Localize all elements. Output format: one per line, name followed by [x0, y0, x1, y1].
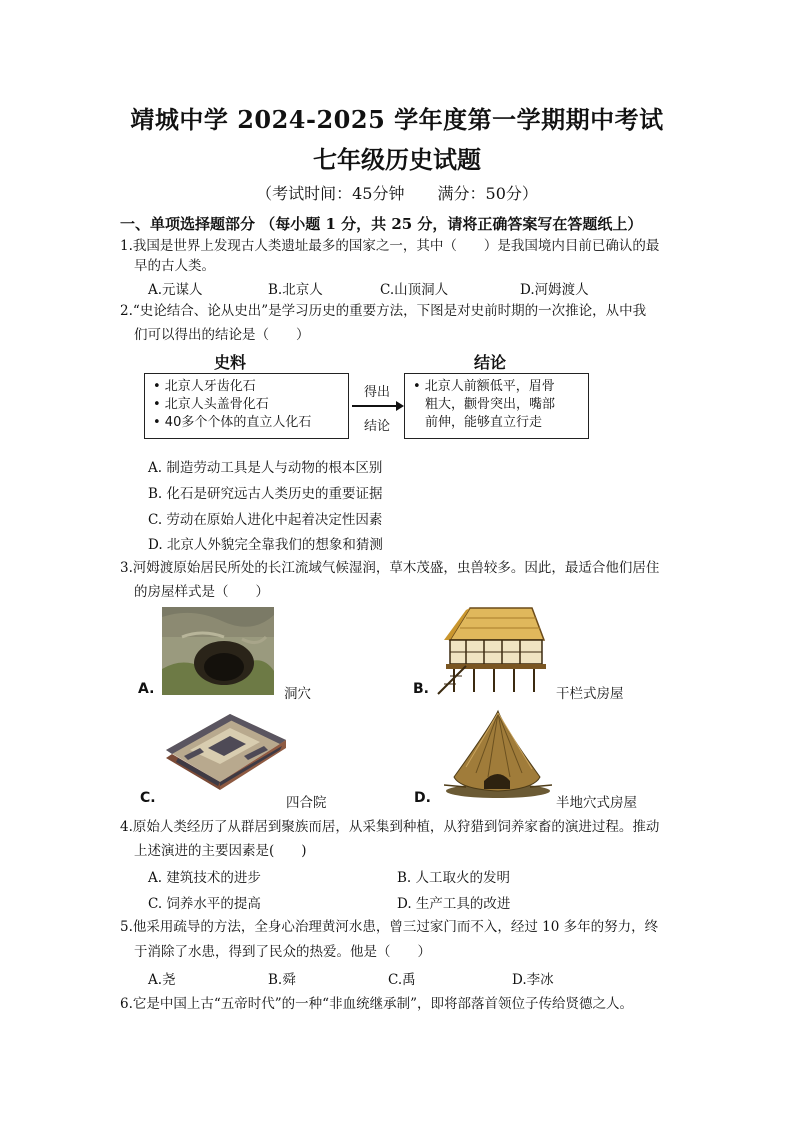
q3-option-c-label: 四合院 — [286, 795, 327, 811]
evidence-box — [144, 373, 349, 439]
exam-title: 靖城中学 2024-2025 学年度第一学期期中考试 — [130, 105, 664, 134]
diagram-left-header: 史料 — [214, 353, 247, 372]
q4-option-b: B. 人工取火的发明 — [397, 870, 511, 886]
conclusion-box — [404, 373, 589, 439]
q3-option-a-label: 洞穴 — [284, 686, 311, 702]
semi-subterranean-hut-picture — [444, 707, 552, 799]
arrow-label-bottom: 结论 — [363, 419, 390, 434]
conclusion-item: 前伸，能够直立行走 — [425, 415, 543, 430]
q2-option-d: D. 北京人外貌完全靠我们的想象和猜测 — [148, 537, 383, 553]
exam-time: （考试时间：45分钟 — [256, 184, 405, 203]
q2-option-b: B. 化石是研究远古人类历史的重要证据 — [148, 486, 383, 502]
conclusion-item: • 北京人前额低平，眉骨 — [413, 379, 555, 394]
q5-option-b: B.舜 — [268, 972, 296, 988]
q6-line1: 6.它是中国上古“五帝时代”的一种“非血统继承制”，即将部落首领位子传给贤德之人。 — [120, 996, 633, 1012]
section-heading: 一、单项选择题部分 （每小题 1 分，共 25 分，请将正确答案写在答题纸上） — [120, 215, 643, 233]
q5-option-d: D.李冰 — [512, 972, 554, 988]
evidence-item: • 北京人牙齿化石 — [153, 379, 256, 394]
q1-option-d: D.河姆渡人 — [520, 282, 589, 298]
q1-line2: 早的古人类。 — [134, 258, 215, 274]
right-arrow-icon — [350, 399, 404, 413]
stilt-house-picture — [436, 604, 548, 696]
conclusion-item: 粗大，颧骨突出，嘴部 — [425, 397, 556, 412]
q3-option-c-letter: C. — [140, 790, 156, 806]
q1-option-c: C.山顶洞人 — [380, 282, 449, 298]
q4-line2: 上述演进的主要因素是( ) — [134, 843, 307, 859]
q2-option-a: A. 制造劳动工具是人与动物的根本区别 — [148, 460, 383, 476]
exam-score: 满分：50分） — [437, 184, 538, 203]
q5-line2: 于消除了水患，得到了民众的热爱。他是（ ） — [134, 944, 431, 960]
q3-option-b-label: 干栏式房屋 — [556, 686, 624, 702]
courtyard-house-picture — [160, 704, 290, 794]
q4-option-d: D. 生产工具的改进 — [397, 896, 511, 912]
evidence-item: • 北京人头盖骨化石 — [153, 397, 269, 412]
exam-info — [0, 181, 794, 204]
q3-line2: 的房屋样式是（ ） — [134, 584, 269, 600]
q3-option-d-letter: D. — [414, 790, 431, 806]
diagram-arrow-group — [350, 373, 404, 439]
q5-option-a: A.尧 — [148, 972, 176, 988]
q1-option-b: B.北京人 — [268, 282, 323, 298]
cave-photo — [162, 607, 274, 695]
reasoning-diagram — [142, 350, 592, 440]
q1-option-a: A.元谋人 — [148, 282, 203, 298]
arrow-label-top: 得出 — [363, 385, 390, 400]
q3-option-a-letter: A. — [138, 681, 155, 697]
q4-option-a: A. 建筑技术的进步 — [148, 870, 261, 886]
exam-subtitle: 七年级历史试题 — [313, 145, 481, 174]
q3-option-b-letter: B. — [413, 681, 429, 697]
q5-line1: 5.他采用疏导的方法，全身心治理黄河水患，曾三过家门而不入，经过 10 多年的努力，终 — [120, 919, 659, 935]
diagram-right-header: 结论 — [474, 353, 507, 372]
q3-line1: 3.河姆渡原始居民所处的长江流域气候湿润，草木茂盛，虫兽较多。因此，最适合他们居住 — [120, 560, 660, 576]
evidence-item: • 40多个个体的直立人化石 — [153, 415, 312, 430]
q5-option-c: C.禹 — [388, 972, 416, 988]
q4-option-c: C. 饲养水平的提高 — [148, 896, 261, 912]
q1-line1: 1.我国是世界上发现古人类遗址最多的国家之一，其中（ ）是我国境内目前已确认的最 — [120, 238, 660, 254]
q2-line2: 们可以得出的结论是（ ） — [134, 327, 310, 343]
q2-option-c: C. 劳动在原始人进化中起着决定性因素 — [148, 512, 383, 528]
q3-option-d-label: 半地穴式房屋 — [556, 795, 637, 811]
q2-line1: 2.“史论结合、论从史出”是学习历史的重要方法，下图是对史前时期的一次推论，从中我 — [120, 303, 647, 319]
q4-line1: 4.原始人类经历了从群居到聚族而居，从采集到种植，从狩猎到饲养家畜的演进过程。推动 — [120, 819, 660, 835]
